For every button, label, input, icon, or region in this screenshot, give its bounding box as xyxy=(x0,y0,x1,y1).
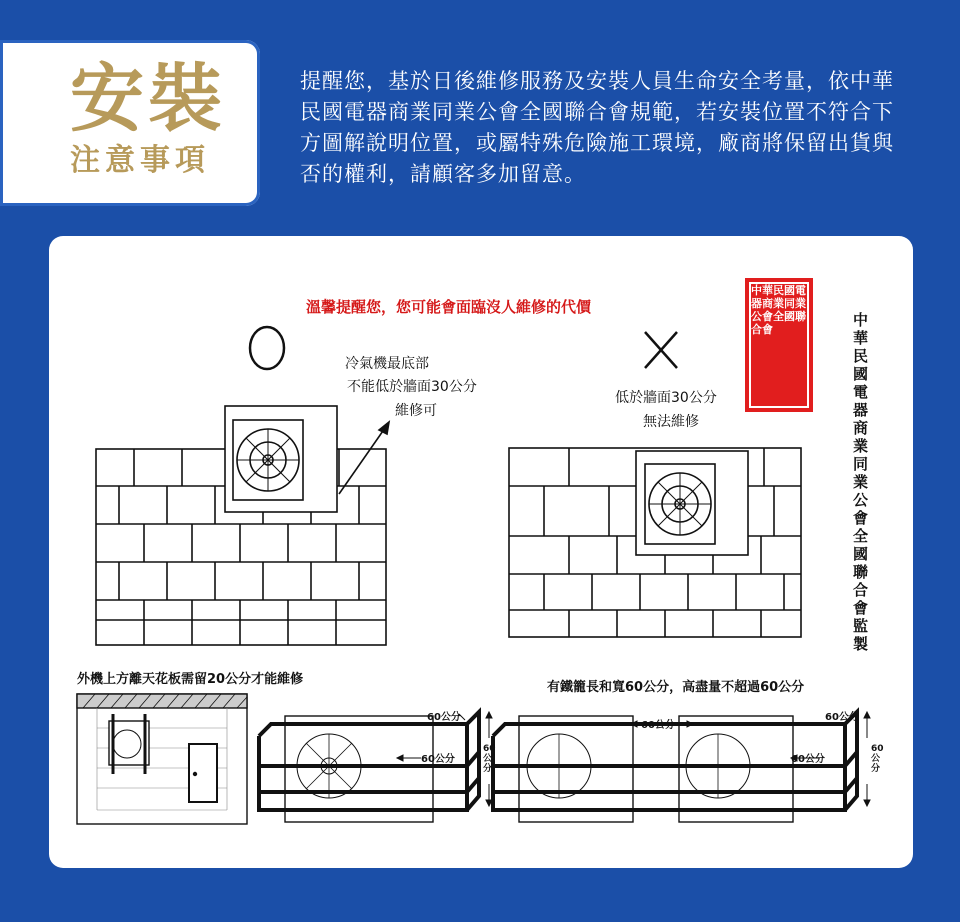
ok-circle-icon xyxy=(250,327,284,369)
cage-note: 有鐵籠長和寬60公分，高盡量不超過60公分 xyxy=(547,680,805,695)
ok-label-3: 維修可 xyxy=(395,403,437,419)
room-ceiling-diagram xyxy=(77,694,247,824)
vertical-caption: 中華民國電器商業同業公會全國聯合會監製 xyxy=(851,312,869,654)
dim-label-1: 60公分 xyxy=(427,712,461,723)
bad-cross-icon xyxy=(645,332,677,368)
seal-text: 中華民國電器商業同業公會全國聯合會 xyxy=(751,284,806,336)
warning-text: 溫馨提醒您，您可能會面臨沒人維修的代價 xyxy=(306,298,592,316)
dim-label-4: 60公分 xyxy=(641,720,675,731)
title-main: 安裝 xyxy=(70,56,226,142)
bad-label-2: 無法維修 xyxy=(643,414,699,430)
dim-label-2: 60公分 xyxy=(421,754,455,765)
ok-label-1: 冷氣機最底部 xyxy=(345,356,429,372)
bad-ac-unit xyxy=(636,451,748,555)
dim-label-3: 60公分 xyxy=(483,744,496,774)
dim-label-5: 60公分 xyxy=(825,712,859,723)
title-sub: 注意事項 xyxy=(70,143,210,178)
single-cage-diagram xyxy=(259,712,492,822)
diagram-drawings xyxy=(49,236,913,868)
notice-text: 提醒您，基於日後維修服務及安裝人員生命安全考量，依中華民國電器商業同業公會全國聯合會規範，若安裝位置不符合下方圖解說明位置，或屬特殊危險施工環境，廠商將保留出貨與否的權利，請顧客多加留意。 xyxy=(300,69,894,186)
double-cage-diagram xyxy=(493,712,870,822)
dim-label-7: 60公分 xyxy=(871,744,884,774)
ok-ac-unit xyxy=(225,406,337,512)
ok-label-2: 不能低於牆面30公分 xyxy=(347,379,477,395)
diagram-panel xyxy=(49,236,913,868)
dim-label-6: 60公分 xyxy=(791,754,825,765)
ceiling-note: 外機上方離天花板需留20公分才能維修 xyxy=(77,672,304,687)
bad-label-1: 低於牆面30公分 xyxy=(615,390,717,406)
